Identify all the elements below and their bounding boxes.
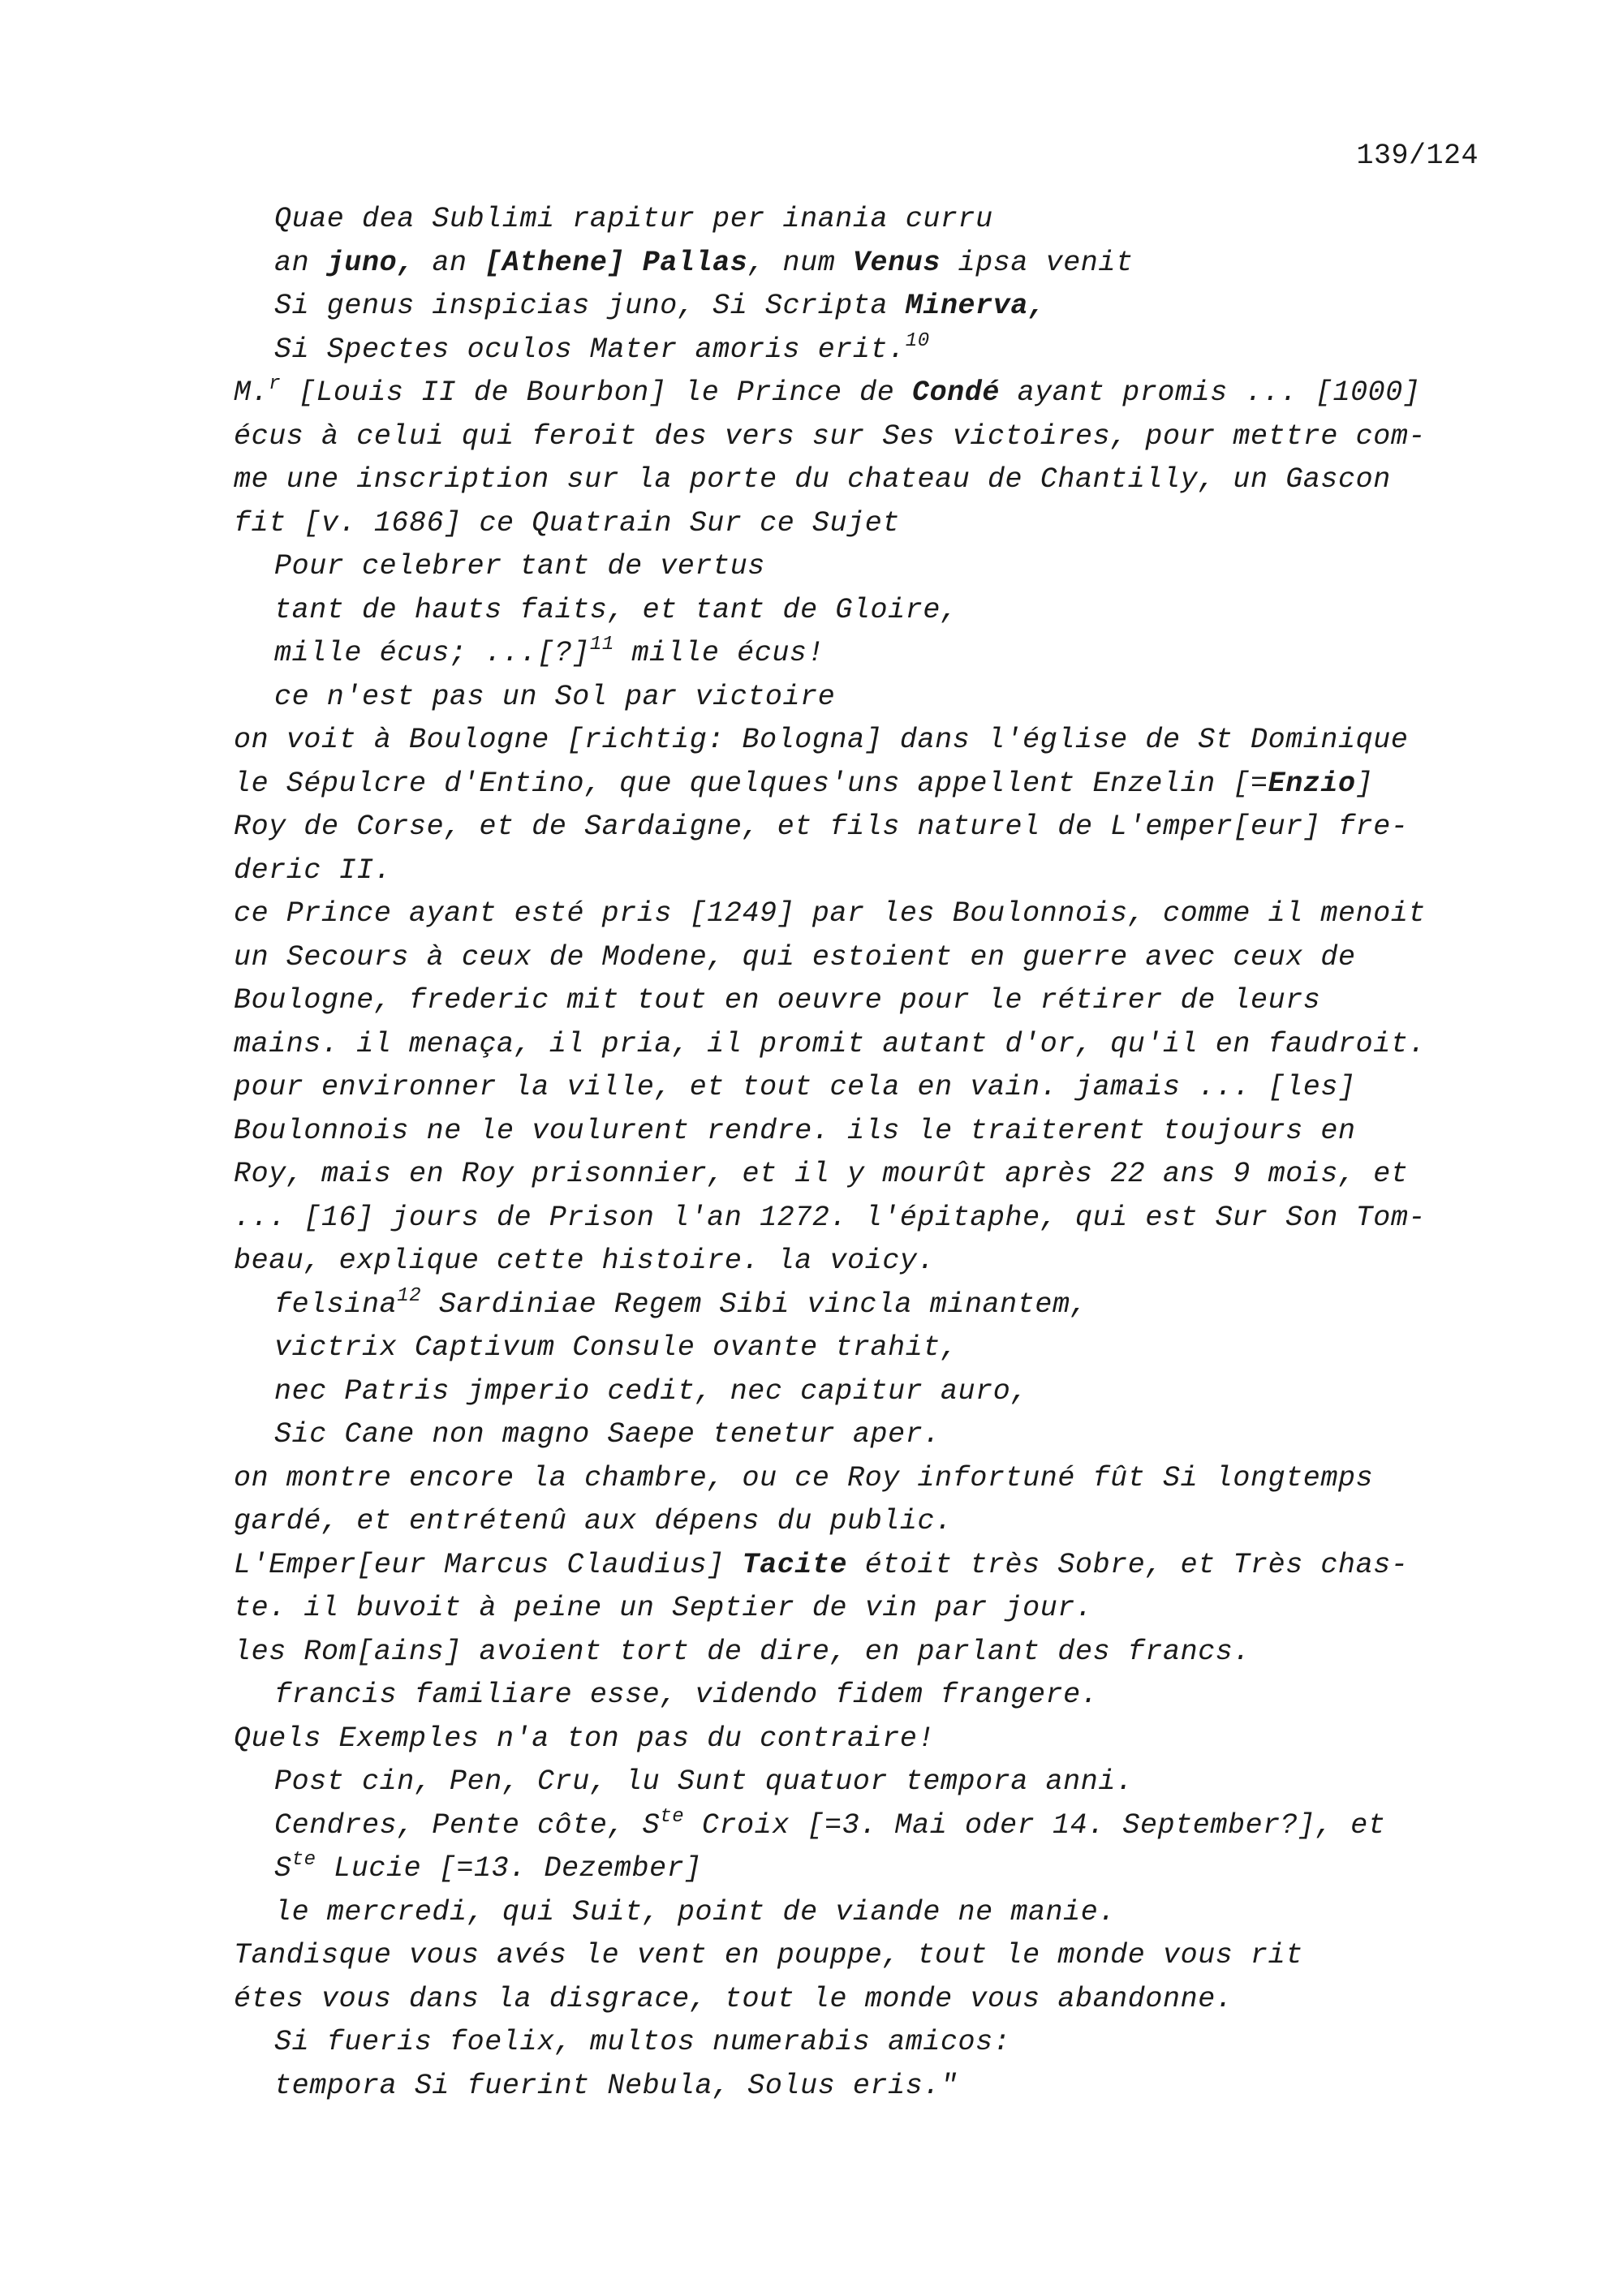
text-segment: Post cin, Pen, Cru, lu Sunt quatuor tempora anni. [274,1765,1134,1798]
emphasized-name: Minerva, [905,290,1046,322]
text-segment: mille écus; ...[?] [274,637,590,669]
footnote-marker: te [291,1849,316,1871]
text-segment: , num [747,246,853,279]
verse-line [234,1891,1483,1935]
text-segment: tempora Si fuerint Nebula, Solus eris." [274,2069,958,2102]
text-segment: Roy de Corse, et de Sardaigne, et fils naturel de L'emper[eur] fre- [234,810,1409,843]
text-segment: Sardiniae Regem Sibi vincla minantem, [421,1288,1088,1321]
text-segment: Si Spectes oculos Mater amoris erit. [274,333,906,366]
text-segment: Cendres, Pente côte, S [274,1808,661,1842]
verse-line [234,242,1483,286]
prose-line [234,892,1483,936]
verse-line [234,1326,1483,1370]
text-segment: écus à celui qui feroit des vers sur Ses victoires, pour mettre com- [234,419,1427,453]
verse-line [234,545,1483,589]
footnote-marker: 11 [589,634,614,656]
verse-line [234,2021,1483,2065]
prose-line [234,719,1483,763]
prose-line [234,1110,1483,1154]
verse-line [234,1283,1483,1327]
text-segment: étoit très Sobre, et Très chas- [847,1548,1409,1581]
text-segment: mille écus! [613,637,825,669]
verse-line [234,589,1483,633]
text-segment: le Sépulcre d'Entino, que quelques'uns appellent Enzelin [= [234,767,1268,800]
prose-line [234,806,1483,849]
text-segment: Pour celebrer tant de vertus [274,550,765,583]
text-segment: étes vous dans la disgrace, tout le monde vous abandonne. [234,1982,1233,2015]
text-segment: nec Patris jmperio cedit, nec capitur auro, [274,1374,1028,1408]
text-segment: felsina [274,1288,398,1321]
emphasized-name: juno, [326,246,415,279]
text-segment: ayant promis ... [1000] [1000,376,1421,409]
prose-line [234,1718,1483,1761]
prose-line [234,415,1483,459]
text-segment: pour environner la ville, et tout cela en vain. jamais ... [les] [234,1071,1356,1103]
emphasized-name: Tacite [742,1548,848,1581]
prose-line [234,458,1483,502]
prose-line [234,1066,1483,1110]
text-segment: francis familiare esse, videndo fidem frangere. [274,1679,1099,1711]
text-segment: le mercredi, qui Suit, point de viande ne manie. [274,1895,1116,1928]
text-segment: les Rom[ains] avoient tort de dire, en parlant des francs. [234,1635,1251,1668]
prose-line [234,502,1483,546]
text-segment: Quels Exemples n'a ton pas du contraire! [234,1722,936,1755]
text-segment: me une inscription sur la porte du chateau de Chantilly, un Gascon [234,463,1391,496]
prose-line [234,372,1483,415]
text-segment: ... [16] jours de Prison l'an 1272. l'épitaphe, qui est Sur Son Tom- [234,1201,1427,1234]
text-segment: Boulogne, frederic mit tout en oeuvre pour le rétirer de leurs [234,984,1321,1017]
verse-line [234,1847,1483,1891]
prose-line [234,1023,1483,1067]
verse-line [234,329,1483,372]
text-segment: te. il buvoit à peine un Septier de vin par jour. [234,1592,1093,1624]
text-segment: Sic Cane non magno Saepe tenetur aper. [274,1418,941,1451]
text-segment: Tandisque vous avés le vent en pouppe, tout le monde vous rit [234,1939,1303,1971]
prose-line [234,849,1483,893]
verse-line [234,1413,1483,1457]
emphasized-name: Enzio [1268,767,1356,800]
prose-line [234,1197,1483,1240]
verse-line [234,1370,1483,1414]
prose-line [234,763,1483,806]
verse-line [234,1761,1483,1804]
text-segment: ipsa venit [940,246,1134,279]
text-segment: ce Prince ayant esté pris [1249] par les Boulonnois, comme il menoit [234,897,1427,930]
verse-line [234,632,1483,676]
text-segment: M. [234,376,269,409]
text-segment: ce n'est pas un Sol par victoire [274,680,836,713]
text-segment: beau, explique cette histoire. la voicy. [234,1245,936,1277]
text-segment: an [414,246,485,279]
prose-line [234,1153,1483,1197]
text-segment: Boulonnois ne le voulurent rendre. ils le traiterent toujours en [234,1114,1356,1147]
text-segment: Croix [=3. Mai oder 14. September?], et [684,1808,1386,1842]
verse-line [234,2065,1483,2109]
footnote-marker: 10 [905,329,930,352]
text-segment: ] [1355,767,1374,800]
text-segment: Quae dea Sublimi rapitur per inania curru [274,203,993,235]
text-segment: gardé, et entrétenû aux dépens du public. [234,1505,953,1537]
verse-line [234,198,1483,242]
text-segment: victrix Captivum Consule ovante trahit, [274,1331,958,1364]
text-segment: fit [v. 1686] ce Quatrain Sur ce Sujet [234,506,900,540]
text-segment: S [274,1852,292,1885]
footnote-marker: te [660,1805,685,1828]
prose-line [234,1587,1483,1631]
page-number: 139/124 [1356,140,1479,172]
document-body [234,198,1483,2108]
emphasized-name: [Athene] Pallas [484,246,748,279]
verse-line [234,676,1483,720]
text-segment: un Secours à ceux de Modene, qui estoient en guerre avec ceux de [234,940,1356,974]
prose-line [234,1934,1483,1978]
emphasized-name: Condé [911,376,1000,409]
text-segment: Si genus inspicias juno, Si Scripta [274,290,906,322]
footnote-marker: r [269,373,282,395]
text-segment: L'Emper[eur Marcus Claudius] [234,1548,743,1581]
text-segment: Lucie [=13. Dezember] [316,1852,702,1885]
verse-line [234,1804,1483,1848]
text-segment: [Louis II de Bourbon] le Prince de [281,376,912,409]
verse-line [234,1674,1483,1718]
text-segment: an [274,246,327,279]
prose-line [234,1544,1483,1588]
prose-line [234,979,1483,1023]
verse-line [234,285,1483,329]
prose-line [234,936,1483,980]
prose-line [234,1457,1483,1501]
text-segment: on montre encore la chambre, ou ce Roy infortuné fût Si longtemps [234,1461,1374,1494]
text-segment: mains. il menaça, il pria, il promit autant d'or, qu'il en faudroit. [234,1027,1427,1060]
text-segment: Roy, mais en Roy prisonnier, et il y mourût après 22 ans 9 mois, et [234,1158,1409,1190]
emphasized-name: Venus [852,246,941,279]
prose-line [234,1978,1483,2022]
text-segment: on voit à Boulogne [richtig: Bologna] dans l'église de St Dominique [234,724,1409,756]
prose-line [234,1500,1483,1544]
footnote-marker: 12 [397,1284,422,1307]
text-segment: Si fueris foelix, multos numerabis amicos: [274,2026,1011,2058]
prose-line [234,1631,1483,1675]
prose-line [234,1240,1483,1283]
text-segment: deric II. [234,853,392,887]
text-segment: tant de hauts faits, et tant de Gloire, [274,593,958,626]
